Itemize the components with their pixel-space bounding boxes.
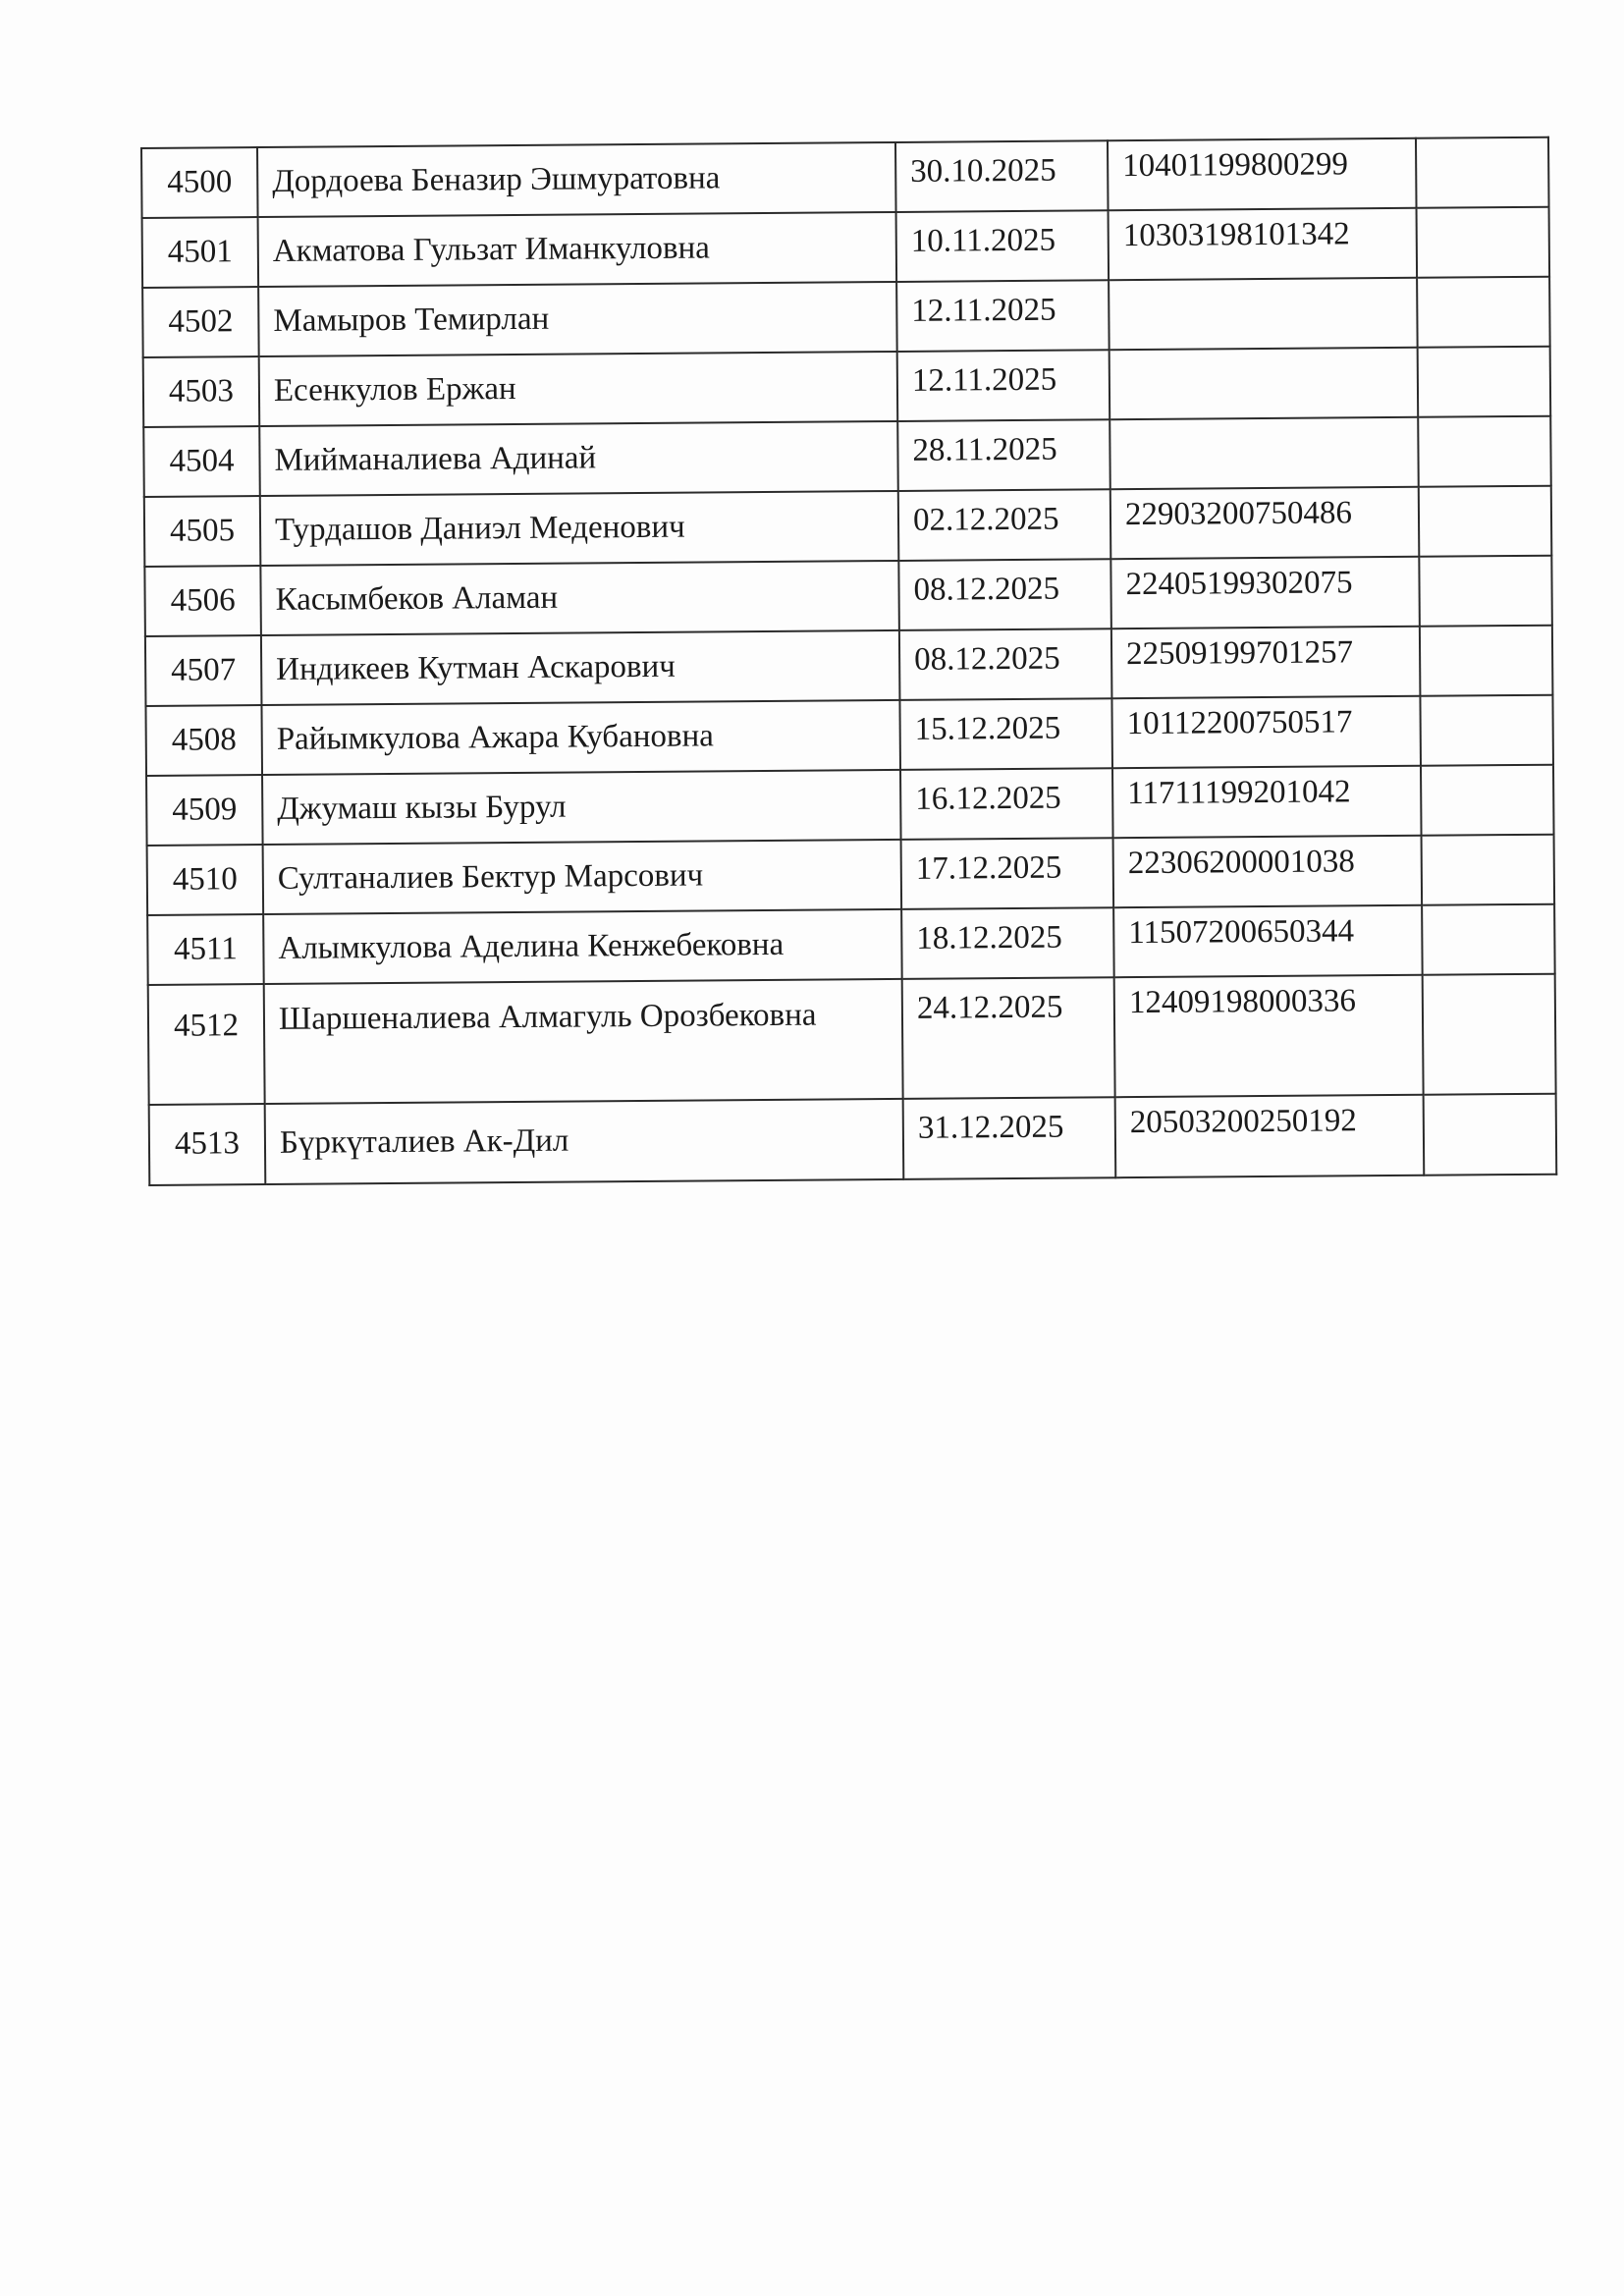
empty-cell [1417,207,1550,278]
registration-date: 08.12.2025 [898,559,1111,630]
person-name: Алымкулова Аделина Кенжебековна [263,909,902,984]
registration-date: 31.12.2025 [903,1097,1116,1179]
personal-id-number: 10303198101342 [1109,208,1418,280]
row-number: 4510 [147,845,264,915]
registration-date: 12.11.2025 [897,350,1110,421]
empty-cell [1422,904,1555,975]
personal-id-number [1110,417,1419,489]
personal-id-number [1109,278,1418,350]
table-row [142,207,1550,288]
person-name: Индикеев Кутман Аскарович [261,630,900,705]
row-number: 4503 [143,356,260,427]
personal-id-number [1110,348,1419,419]
row-number: 4506 [144,566,261,636]
person-name: Касымбеков Аламан [260,561,899,635]
registration-date: 08.12.2025 [899,629,1112,700]
empty-cell [1417,277,1550,348]
personal-id-number: 11507200650344 [1113,905,1423,977]
person-name: Райымкулова Ажара Кубановна [261,700,900,775]
row-number: 4500 [141,147,258,218]
empty-cell [1420,626,1553,696]
registration-date: 28.11.2025 [897,419,1110,491]
registration-date: 10.11.2025 [896,210,1110,282]
personal-id-number: 22405199302075 [1110,557,1420,629]
table-row [143,416,1551,497]
table-row [146,765,1554,846]
personal-id-number: 22509199701257 [1111,627,1421,698]
empty-cell [1420,695,1553,766]
table-row [148,974,1556,1105]
empty-cell [1418,347,1551,417]
row-number: 4513 [149,1104,266,1185]
personal-id-number: 10401199800299 [1108,138,1417,210]
personal-id-number: 20503200250192 [1115,1095,1425,1177]
person-name: Шаршеналиева Алмагуль Орозбековна [264,979,903,1104]
table-row [145,626,1553,706]
personal-id-number: 22903200750486 [1110,487,1420,559]
person-name: Мийманалиева Адинай [259,421,898,496]
row-number: 4502 [142,287,259,357]
table-row [144,486,1552,567]
row-number: 4507 [145,635,262,706]
table-row [145,695,1553,776]
registration-date: 30.10.2025 [895,140,1109,212]
empty-cell [1419,486,1552,557]
person-name: Дордоева Беназир Эшмуратовна [257,142,896,217]
registration-date: 17.12.2025 [901,838,1114,909]
registry-table [140,137,1557,1186]
row-number: 4509 [146,775,263,846]
table-row [142,277,1550,357]
table-row [149,1094,1557,1185]
personal-id-number: 22306200001038 [1113,836,1423,907]
registration-date: 12.11.2025 [896,280,1110,352]
registration-date: 16.12.2025 [900,768,1113,840]
personal-id-number: 10112200750517 [1111,696,1421,768]
table-row [147,904,1555,985]
row-number: 4501 [142,217,259,288]
empty-cell [1424,1094,1557,1175]
person-name: Бүркүталиев Ак-Дил [265,1099,904,1184]
registration-date: 18.12.2025 [901,907,1114,979]
person-name: Акматова Гульзат Иманкуловна [258,212,897,287]
row-number: 4512 [148,984,265,1105]
table-row [144,556,1552,636]
row-number: 4508 [145,705,262,776]
person-name: Турдашов Даниэл Меденович [260,491,899,566]
row-number: 4505 [144,496,261,567]
person-name: Джумаш кызы Бурул [262,770,901,845]
person-name: Есенкулов Ержан [259,352,898,426]
person-name: Мамыров Темирлан [258,282,897,356]
row-number: 4511 [147,914,264,985]
empty-cell [1423,974,1556,1095]
table-row [141,137,1549,218]
empty-cell [1419,556,1552,627]
table-row [143,347,1551,427]
person-name: Султаналиев Бектур Марсович [263,840,902,914]
empty-cell [1416,137,1549,208]
empty-cell [1421,765,1554,836]
registration-date: 15.12.2025 [899,698,1112,770]
empty-cell [1418,416,1551,487]
empty-cell [1422,835,1555,905]
personal-id-number: 12409198000336 [1114,975,1424,1097]
personal-id-number: 11711199201042 [1112,766,1422,838]
registration-date: 02.12.2025 [898,489,1111,561]
table-row [147,835,1555,915]
registration-date: 24.12.2025 [902,977,1115,1099]
row-number: 4504 [143,426,260,497]
